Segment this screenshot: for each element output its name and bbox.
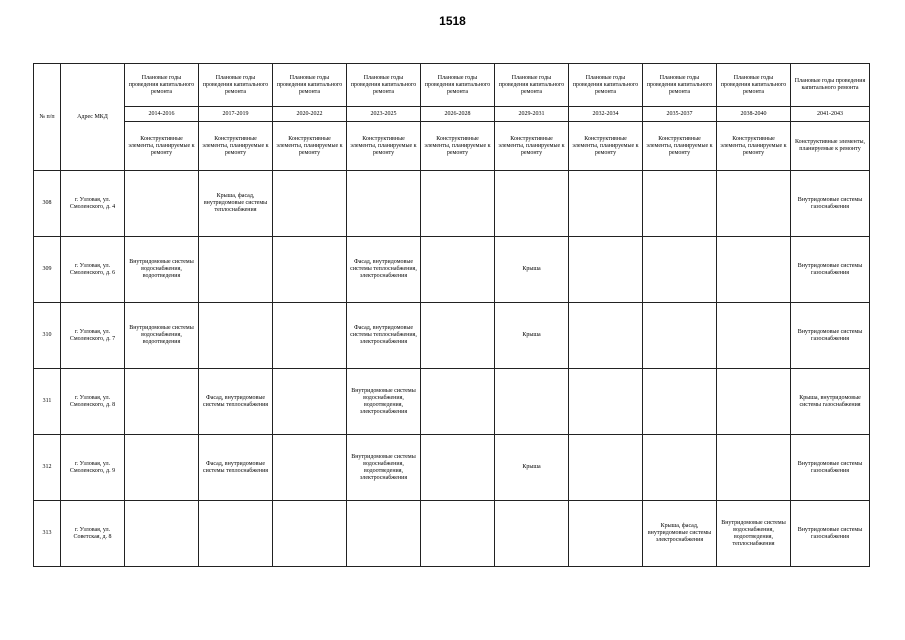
row-address: г. Узловая, ул. Советская, д. 8 [61,501,125,567]
header-row-years [34,107,870,122]
column-header-period: Плановые годы проведения капитального ремонта [495,64,569,107]
row-repair-elements [421,501,495,567]
table-row [34,237,870,303]
row-repair-elements [569,435,643,501]
page-number: 1518 [439,14,466,28]
row-repair-elements [569,171,643,237]
row-repair-elements: Крыша, фасад, внутридомовые системы теплоснабжения [199,171,273,237]
row-repair-elements [273,501,347,567]
row-repair-elements: Внутридомовые системы водоснабжения, водоотведения, электроснабжения [347,435,421,501]
row-repair-elements [643,237,717,303]
row-repair-elements [199,501,273,567]
row-address: г. Узловая, ул. Смоленского, д. 9 [61,435,125,501]
row-repair-elements [643,171,717,237]
row-repair-elements [717,369,791,435]
row-address: г. Узловая, ул. Смоленского, д. 4 [61,171,125,237]
row-repair-elements [199,303,273,369]
row-number: 310 [34,303,61,369]
row-repair-elements [717,435,791,501]
column-header-address: Адрес МКД [61,64,125,171]
row-repair-elements: Внутридомовые системы водоснабжения, водоотведения, электроснабжения [347,369,421,435]
column-header-elements: Конструктивные элементы, планируемые к ремонту [643,122,717,171]
column-header-elements: Конструктивные элементы, планируемые к ремонту [495,122,569,171]
row-repair-elements [495,369,569,435]
table-row [34,303,870,369]
column-header-elements: Конструктивные элементы, планируемые к ремонту [125,122,199,171]
row-repair-elements: Крыша [495,435,569,501]
table-row [34,369,870,435]
column-header-period: Плановые годы проведения капитального ремонта [199,64,273,107]
row-repair-elements [125,435,199,501]
column-header-period: Плановые годы проведения капитального ремонта [717,64,791,107]
row-repair-elements: Крыша, внутридомовые системы газоснабжения [791,369,870,435]
column-header-years: 2038-2040 [717,107,791,122]
row-repair-elements [569,303,643,369]
column-header-number: № п/п [34,64,61,171]
column-header-years: 2020-2022 [273,107,347,122]
column-header-years: 2032-2034 [569,107,643,122]
row-repair-elements: Фасад, внутридомовые системы теплоснабжения, электроснабжения [347,237,421,303]
row-repair-elements [421,237,495,303]
row-repair-elements [495,171,569,237]
column-header-elements: Конструктивные элементы, планируемые к ремонту [347,122,421,171]
column-header-elements: Конструктивные элементы, планируемые к ремонту [569,122,643,171]
table-row [34,435,870,501]
row-repair-elements [273,435,347,501]
column-header-elements: Конструктивные элементы, планируемые к ремонту [199,122,273,171]
row-repair-elements [643,435,717,501]
column-header-period: Плановые годы проведения капитального ремонта [791,64,870,107]
row-repair-elements [717,237,791,303]
row-repair-elements [421,303,495,369]
row-repair-elements: Внутридомовые системы газоснабжения [791,303,870,369]
column-header-period: Плановые годы проведения капитального ремонта [421,64,495,107]
row-repair-elements [273,303,347,369]
row-repair-elements: Внутридомовые системы газоснабжения [791,171,870,237]
header-row-elements [34,122,870,171]
row-repair-elements [273,171,347,237]
row-number: 308 [34,171,61,237]
column-header-years: 2035-2037 [643,107,717,122]
row-number: 309 [34,237,61,303]
row-repair-elements [717,303,791,369]
column-header-years: 2041-2043 [791,107,870,122]
row-repair-elements: Внутридомовые системы газоснабжения [791,237,870,303]
row-repair-elements: Внутридомовые системы водоснабжения, водоотведения, теплоснабжения [717,501,791,567]
row-repair-elements [569,369,643,435]
row-repair-elements [273,369,347,435]
column-header-period: Плановые годы проведения капитального ремонта [569,64,643,107]
column-header-period: Плановые годы проведения капитального ремонта [347,64,421,107]
column-header-elements: Конструктивные элементы, планируемые к ремонту [421,122,495,171]
row-repair-elements: Фасад, внутридомовые системы теплоснабжения [199,369,273,435]
column-header-elements: Конструктивные элементы, планируемые к ремонту [273,122,347,171]
row-repair-elements: Внутридомовые системы газоснабжения [791,501,870,567]
column-header-period: Плановые годы проведения капитального ремонта [643,64,717,107]
row-repair-elements [347,501,421,567]
row-number: 313 [34,501,61,567]
row-repair-elements [569,501,643,567]
table-row [34,501,870,567]
row-address: г. Узловая, ул. Смоленского, д. 8 [61,369,125,435]
row-repair-elements [495,501,569,567]
row-repair-elements: Фасад, внутридомовые системы теплоснабжения, электроснабжения [347,303,421,369]
column-header-elements: Конструктивные элементы, планируемые к ремонту [717,122,791,171]
column-header-elements: Конструктивные элементы, планируемые к ремонту [791,122,870,171]
row-repair-elements [421,369,495,435]
row-repair-elements: Внутридомовые системы водоснабжения, водоотведения [125,237,199,303]
row-repair-elements [569,237,643,303]
column-header-years: 2014-2016 [125,107,199,122]
row-repair-elements: Крыша [495,303,569,369]
row-repair-elements [199,237,273,303]
column-header-years: 2017-2019 [199,107,273,122]
row-repair-elements [125,171,199,237]
row-repair-elements [717,171,791,237]
row-repair-elements: Крыша, фасад, внутридомовые системы электроснабжения [643,501,717,567]
row-repair-elements [347,171,421,237]
row-address: г. Узловая, ул. Смоленского, д. 6 [61,237,125,303]
column-header-years: 2023-2025 [347,107,421,122]
row-repair-elements [643,369,717,435]
row-repair-elements [643,303,717,369]
table-row [34,171,870,237]
column-header-period: Плановые годы проведения капитального ремонта [125,64,199,107]
row-repair-elements: Фасад, внутридомовые системы теплоснабжения [199,435,273,501]
row-repair-elements [125,501,199,567]
column-header-period: Плановые годы проведения капитального ремонта [273,64,347,107]
row-repair-elements: Крыша [495,237,569,303]
row-repair-elements: Внутридомовые системы водоснабжения, водоотведения [125,303,199,369]
capital-repair-plan-table [33,63,870,567]
row-number: 312 [34,435,61,501]
row-repair-elements [421,435,495,501]
row-repair-elements: Внутридомовые системы газоснабжения [791,435,870,501]
row-repair-elements [125,369,199,435]
row-repair-elements [421,171,495,237]
row-repair-elements [273,237,347,303]
row-number: 311 [34,369,61,435]
header-row-periods [34,64,870,107]
column-header-years: 2026-2028 [421,107,495,122]
row-address: г. Узловая, ул. Смоленского, д. 7 [61,303,125,369]
column-header-years: 2029-2031 [495,107,569,122]
